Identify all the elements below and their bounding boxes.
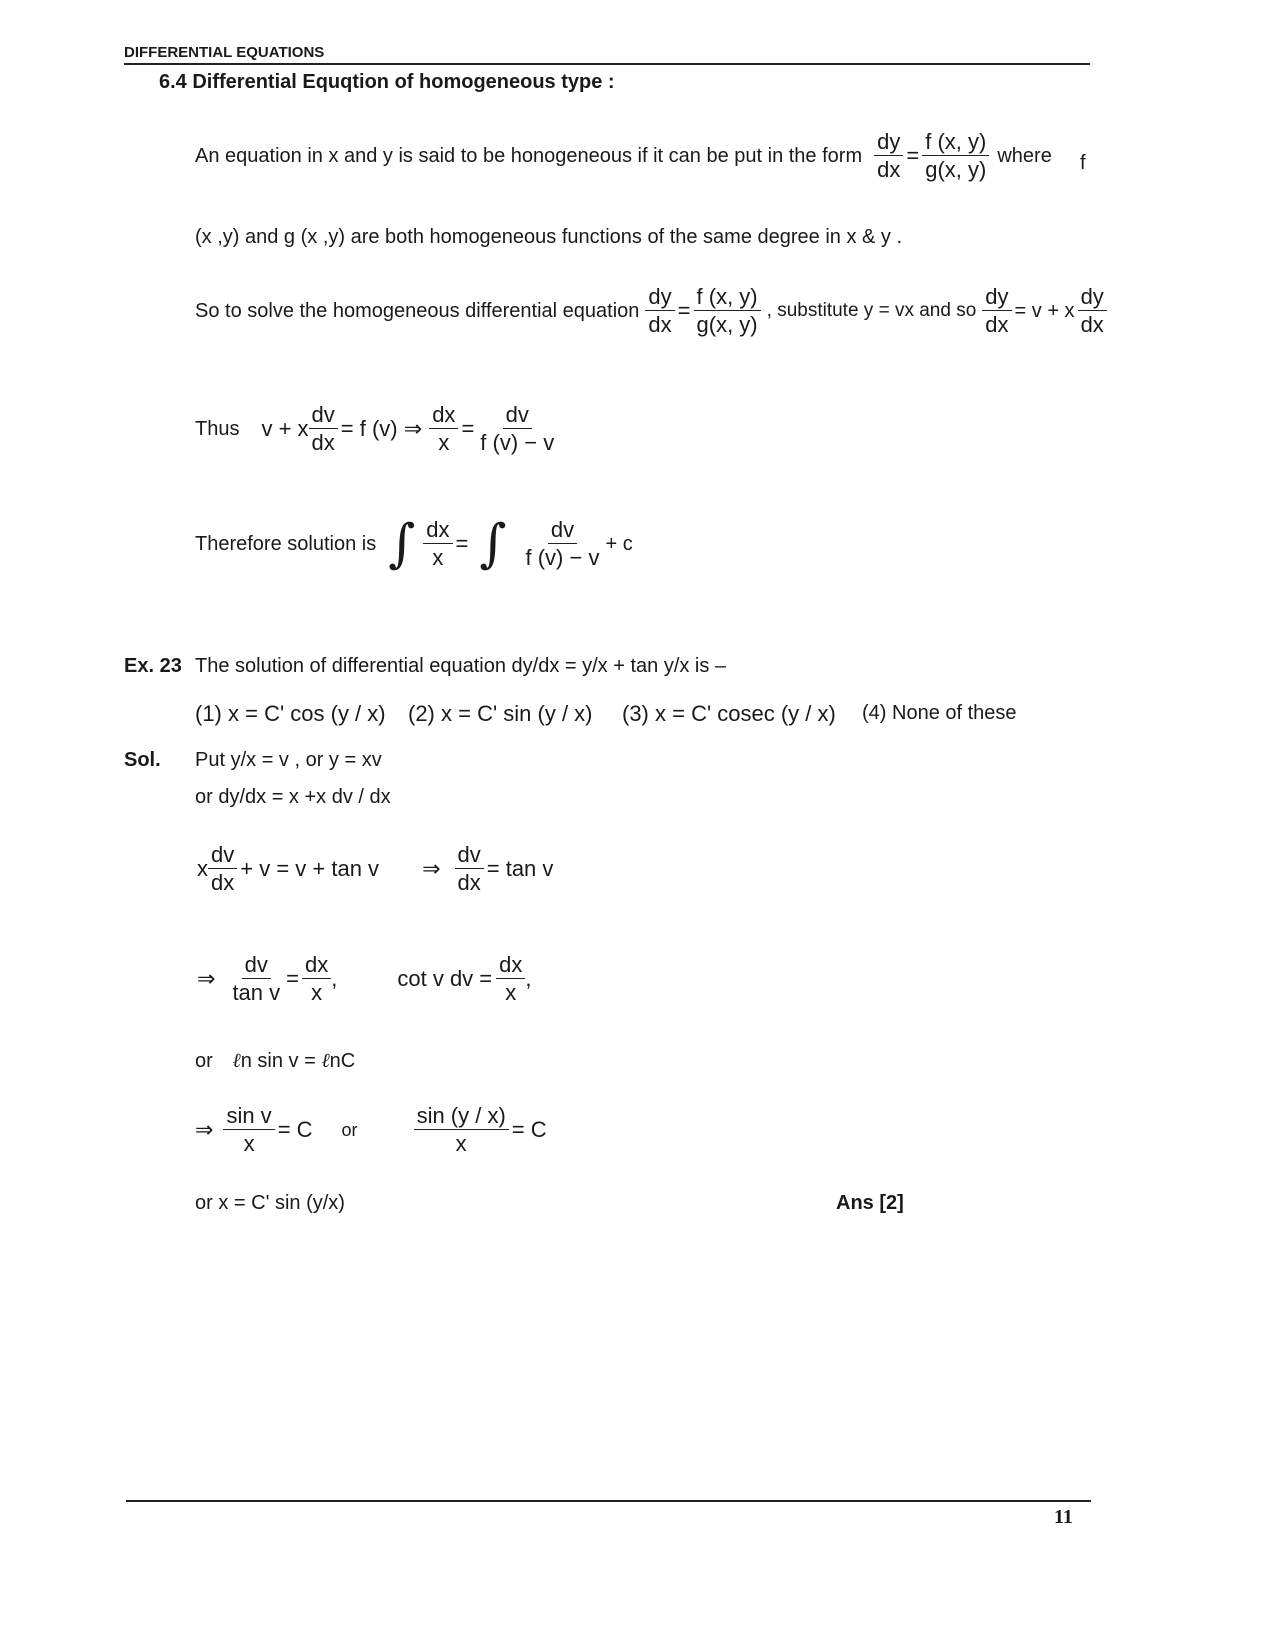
section-title: 6.4 Differential Equqtion of homogeneous type :: [159, 71, 615, 93]
solution-equation-4: ⇒ $\frac{\text{sin v}}{x}$ = C or $\frac{\sin (y / x)}{x}$ = C: [195, 1103, 547, 1157]
trailing-f: f: [1080, 152, 1086, 174]
where-text: where: [997, 144, 1052, 167]
header-rule: [124, 63, 1090, 65]
solution-label: Sol.: [124, 749, 161, 771]
fraction-f-over-g: $\frac{f (x, y)}{g(x, y)}$: [922, 130, 989, 182]
solution-line-1: Put y/x = v , or y = xv: [195, 749, 382, 771]
implies-symbol: ⇒: [197, 966, 216, 992]
integral-sign: ∫: [388, 514, 416, 575]
running-title: DIFFERENTIAL EQUATIONS: [124, 44, 325, 61]
option-3: (3) x = C' cosec (y / x): [622, 701, 836, 726]
example-question: The solution of differential equation dy/dx = y/x + tan y/x is –: [195, 655, 727, 677]
definition-text: An equation in x and y is said to be honogeneous if it can be put in the form: [195, 144, 863, 167]
answer-label: Ans [2]: [836, 1192, 904, 1214]
definition-paragraph: [195, 130, 1052, 182]
solution-equation-3: or ℓn sin v = ℓnC: [195, 1048, 356, 1072]
therefore-equation: Therefore solution is ∫ $\frac{dx}{x}$ = ∫ $\frac{dv}{f (v) - v}$ + c: [195, 514, 633, 575]
implies-symbol: ⇒: [195, 1117, 214, 1143]
substitution-note: , substitute y = vx and so: [766, 300, 977, 322]
thus-label: Thus: [195, 417, 240, 440]
dy-dx-equals-f-over-g: $\frac{dy}{dx}$ = $\frac{f (x, y)}{g(x, y)}$: [874, 130, 989, 182]
example-label: Ex. 23: [124, 655, 182, 677]
page-number: 11: [1054, 1506, 1073, 1528]
solution-equation-2: ⇒ $\frac{dv}{\text{tan v}}$ = $\frac{dx}{x}$ , cot v dv = $\frac{dx}{x}$ ,: [197, 952, 532, 1006]
solution-equation-1: x $\frac{dv}{dx}$ + v = v + tan v ⇒ $\frac{dv}{dx}$ = tan v: [197, 842, 554, 896]
solution-line-2: or dy/dx = x +x dv / dx: [195, 786, 391, 808]
fraction-dy-dx: $\frac{dy}{dx}$: [874, 130, 903, 182]
dy-dx-substitution: $\frac{dy}{dx}$ = v + x $\frac{dy}{dx}$: [982, 285, 1107, 337]
footer-rule: [126, 1500, 1091, 1502]
option-2: (2) x = C' sin (y / x): [408, 701, 593, 726]
final-answer-line: or x = C' sin (y/x): [195, 1192, 345, 1214]
substitution-text: So to solve the homogeneous differential equation: [195, 299, 640, 322]
thus-equation: Thus v + x $\frac{dv}{dx}$ = f (v) ⇒ $\frac{dx}{x}$ = $\frac{dv}{f (v) - v}$: [195, 402, 555, 456]
definition-continuation: (x ,y) and g (x ,y) are both homogeneous functions of the same degree in x & y .: [195, 226, 903, 248]
substitution-paragraph: [195, 285, 1107, 337]
option-4: (4) None of these: [862, 702, 1017, 724]
homogeneous-equation: $\frac{dy}{dx}$ = $\frac{f (x, y)}{g(x, y)}$: [645, 285, 760, 337]
integral-sign: ∫: [479, 514, 507, 575]
option-1: (1) x = C' cos (y / x): [195, 701, 386, 726]
therefore-label: Therefore solution is: [195, 532, 377, 555]
implies-symbol: ⇒: [422, 856, 441, 882]
